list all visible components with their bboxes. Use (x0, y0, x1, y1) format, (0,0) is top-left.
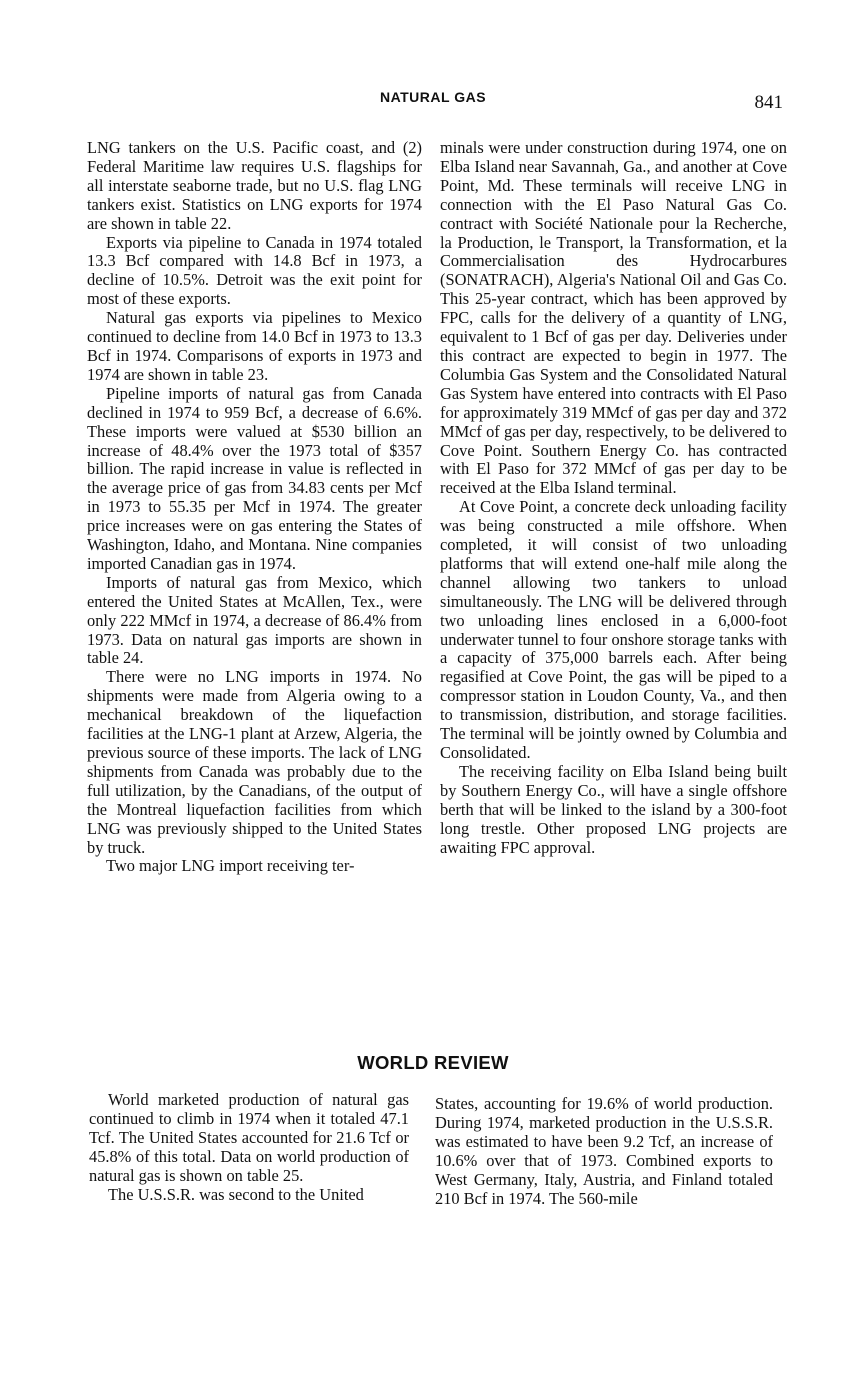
paragraph: Imports of natural gas from Mexico, which entered the United States at McAllen, Tex., were only 222 MMcf in 1974, a decrease of 86.4% from 1973. Data on natural gas imports are shown in table 24. (87, 572, 422, 668)
paragraph: At Cove Point, a concrete deck unloading facility was being constructed a mile offshore. When completed, it will consist of two unloading platforms that will extend one-half mile along the channel allowing two tankers to unload simultaneously. The LNG will be delivered through two unloading lines enclosed in a 6,000-foot underwater tunnel to four onshore storage tanks with a capacity of 375,000 barrels each. After being regasified at Cove Point, the gas will be piped to a compressor station in Loudon County, Va., and then to transmission, distribution, and storage facilities. The terminal will be jointly owned by Columbia and Consolidated. (440, 497, 787, 762)
right-column (440, 139, 787, 857)
paragraph: Exports via pipeline to Canada in 1974 totaled 13.3 Bcf compared with 14.8 Bcf in 1973, a decline of 10.5%. Detroit was the exit point for most of these exports. (87, 232, 422, 309)
page-number: 841 (754, 92, 783, 113)
paragraph: There were no LNG imports in 1974. No shipments were made from Algeria owing to a mechanical breakdown of the liquefaction facilities at the LNG-1 plant at Arzew, Algeria, the previous source of these imports. The lack of LNG shipments from Canada was probably due to the full utilization, by the Canadians, of the output of the Montreal liquefaction facilities from which LNG was previously shipped to the United States by truck. (87, 667, 422, 857)
world-review-right-column (435, 1095, 773, 1208)
paragraph: The receiving facility on Elba Island being built by Southern Energy Co., will have a single offshore berth that will be linked to the island by a 300-foot long trestle. Other proposed LNG projects are awaiting FPC approval. (440, 761, 787, 857)
world-review-left-column (89, 1091, 409, 1204)
paragraph: Pipeline imports of natural gas from Canada declined in 1974 to 959 Bcf, a decrease of 6.6%. These imports were valued at $530 billion an increase of 48.4% over the 1973 total of $357 billion. The rapid increase in value is reflected in the average price of gas from 34.83 cents per Mcf in 1973 to 55.35 per Mcf in 1974. The greater price increases were on gas entering the States of Washington, Idaho, and Montana. Nine companies imported Canadian gas in 1974. (87, 383, 422, 573)
paragraph: Natural gas exports via pipelines to Mexico continued to decline from 14.0 Bcf in 1973 to 13.3 Bcf in 1974. Comparisons of exports in 1973 and 1974 are shown in table 23. (87, 308, 422, 384)
paragraph: minals were under construction during 1974, one on Elba Island near Savannah, Ga., and another at Cove Point, Md. These terminals will receive LNG in connection with the El Paso Natural Gas Co. contract with Société Nationale pour la Recherche, la Production, le Transport, la Transformation, et la Commercialisation des Hydrocarbures (SONATRACH), Algeria's National Oil and Gas Co. This 25-year contract, which has been approved by FPC, calls for the delivery of a quantity of LNG, equivalent to 1 Bcf of gas per day. Deliveries under this contract are expected to begin in 1977. The Columbia Gas System and the Consolidated Natural Gas System have entered into contracts with El Paso for approximately 319 MMcf of gas per day and 372 MMcf of gas per day, respectively, to be delivered to Cove Point. Southern Energy Co. has contracted with El Paso for 372 MMcf of gas per day to be received at the Elba Island terminal. (440, 138, 787, 498)
paragraph: Two major LNG import receiving ter- (106, 856, 355, 876)
paragraph: World marketed production of natural gas continued to climb in 1974 when it totaled 47.1 Tcf. The United States accounted for 21.6 Tcf or 45.8% of this total. Data on world production of natural gas is shown on table 25. (89, 1090, 409, 1185)
section-heading: WORLD REVIEW (357, 1052, 509, 1073)
paragraph: States, accounting for 19.6% of world production. During 1974, marketed production in the U.S.S.R. was estimated to have been 9.2 Tcf, an increase of 10.6% over that of 1973. Combined exports to West Germany, Italy, Austria, and Finland totaled 210 Bcf in 1974. The 560-mile (435, 1094, 773, 1208)
running-header: NATURAL GAS (379, 89, 487, 105)
paragraph: The U.S.S.R. was second to the United (108, 1184, 364, 1204)
left-column (87, 139, 422, 876)
paragraph: LNG tankers on the U.S. Pacific coast, and (2) Federal Maritime law requires U.S. flagships for all interstate seaborne trade, but no U.S. flag LNG tankers exist. Statistics on LNG exports for 1974 are shown in table 22. (87, 138, 422, 233)
